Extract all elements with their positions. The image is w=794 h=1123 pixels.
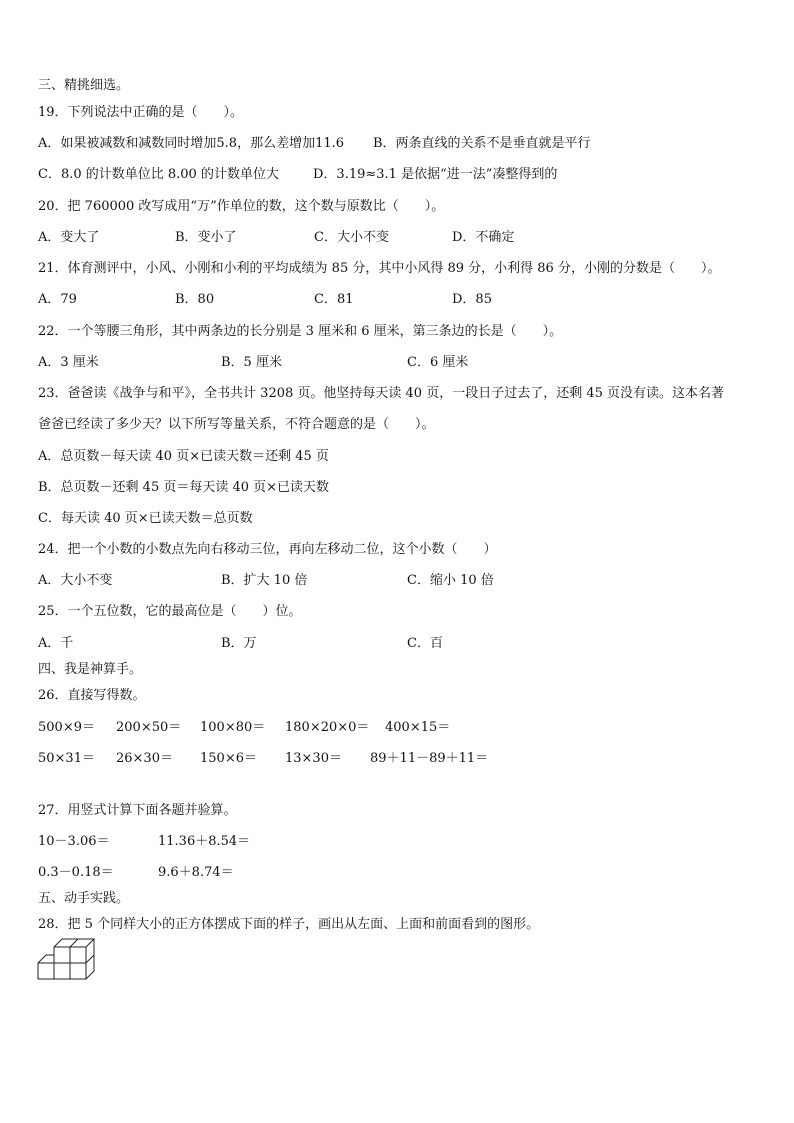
- q21-option-c: C．81: [314, 292, 354, 307]
- q20-option-b: B．变小了: [175, 230, 237, 245]
- q23-option-b: B．总页数－还剩 45 页＝每天读 40 页×已读天数: [38, 480, 330, 495]
- section-title-5: 五、动手实践。: [38, 891, 130, 906]
- q26-row2-item: 89＋11－89＋11＝: [370, 751, 489, 766]
- question-22-stem: 22．一个等腰三角形，其中两条边的长分别是 3 厘米和 6 厘米，第三条边的长是（ ）。: [38, 324, 563, 339]
- q20-option-d: D．不确定: [452, 230, 515, 245]
- q26-row1-item: 500×9＝: [38, 720, 95, 735]
- question-28-stem: 28．把 5 个同样大小的正方体摆成下面的样子，画出从左面、上面和前面看到的图形。: [38, 917, 540, 932]
- question-20-stem: 20．把 760000 改写成用“万”作单位的数，这个数与原数比（ ）。: [38, 199, 445, 214]
- q20-option-a: A．变大了: [38, 230, 100, 245]
- q27-item: 9.6＋8.74＝: [158, 865, 234, 880]
- q22-option-c: C．6 厘米: [407, 355, 469, 370]
- question-21-stem: 21．体育测评中，小风、小刚和小利的平均成绩为 85 分，其中小风得 89 分，小利得 86 分，小刚的分数是（ ）。: [38, 261, 721, 276]
- q19-option-a: A．如果被减数和减数同时增加5.8，那么差增加11.6: [38, 136, 345, 151]
- q26-row1-item: 200×50＝: [116, 720, 182, 735]
- q26-row1-item: 180×20×0＝: [285, 720, 370, 735]
- q19-option-d: D．3.19≈3.1 是依据“进一法”凑整得到的: [313, 167, 558, 182]
- q26-row2-item: 13×30＝: [285, 751, 342, 766]
- section-title-3: 三、精挑细选。: [38, 78, 130, 93]
- q24-option-c: C．缩小 10 倍: [407, 573, 494, 588]
- q25-option-c: C．百: [407, 636, 443, 651]
- q23-option-c: C．每天读 40 页×已读天数＝总页数: [38, 511, 253, 526]
- q27-item: 11.36＋8.54＝: [158, 834, 251, 849]
- q26-row1-item: 400×15＝: [385, 720, 451, 735]
- question-26-stem: 26．直接写得数。: [38, 688, 146, 703]
- q20-option-c: C．大小不变: [314, 230, 389, 245]
- q25-option-b: B．万: [221, 636, 257, 651]
- q26-row2-item: 150×6＝: [200, 751, 257, 766]
- q27-item: 0.3－0.18＝: [38, 865, 114, 880]
- question-19-stem: 19．下列说法中正确的是（ ）。: [38, 105, 244, 120]
- q22-option-a: A．3 厘米: [38, 355, 99, 370]
- q21-option-b: B．80: [175, 292, 215, 307]
- q21-option-d: D．85: [452, 292, 492, 307]
- q26-row1-item: 100×80＝: [200, 720, 266, 735]
- question-25-stem: 25．一个五位数，它的最高位是（ ）位。: [38, 604, 302, 619]
- q21-option-a: A．79: [38, 292, 77, 307]
- question-24-stem: 24．把一个小数的小数点先向右移动三位，再向左移动二位，这个小数（ ）: [38, 542, 497, 557]
- q25-option-a: A．千: [38, 636, 74, 651]
- q19-option-b: B．两条直线的关系不是垂直就是平行: [373, 136, 591, 151]
- question-23-stem-line1: 23．爸爸读《战争与和平》，全书共计 3208 页。他坚持每天读 40 页，一段日子过去了，还剩 45 页没有读。这本名著: [38, 386, 725, 401]
- cube-stack-icon: [36, 937, 98, 986]
- q24-option-b: B．扩大 10 倍: [221, 573, 308, 588]
- q26-row2-item: 50×31＝: [38, 751, 95, 766]
- question-23-stem-line2: 爸爸已经读了多少天？以下所写等量关系，不符合题意的是（ ）。: [38, 417, 435, 432]
- q23-option-a: A．总页数－每天读 40 页×已读天数＝还剩 45 页: [38, 449, 329, 464]
- q19-option-c: C．8.0 的计数单位比 8.00 的计数单位大: [38, 167, 279, 182]
- section-title-4: 四、我是神算手。: [38, 662, 143, 677]
- q22-option-b: B．5 厘米: [221, 355, 282, 370]
- q27-item: 10－3.06＝: [38, 834, 110, 849]
- q26-row2-item: 26×30＝: [116, 751, 173, 766]
- question-27-stem: 27．用竖式计算下面各题并验算。: [38, 803, 237, 818]
- q24-option-a: A．大小不变: [38, 573, 113, 588]
